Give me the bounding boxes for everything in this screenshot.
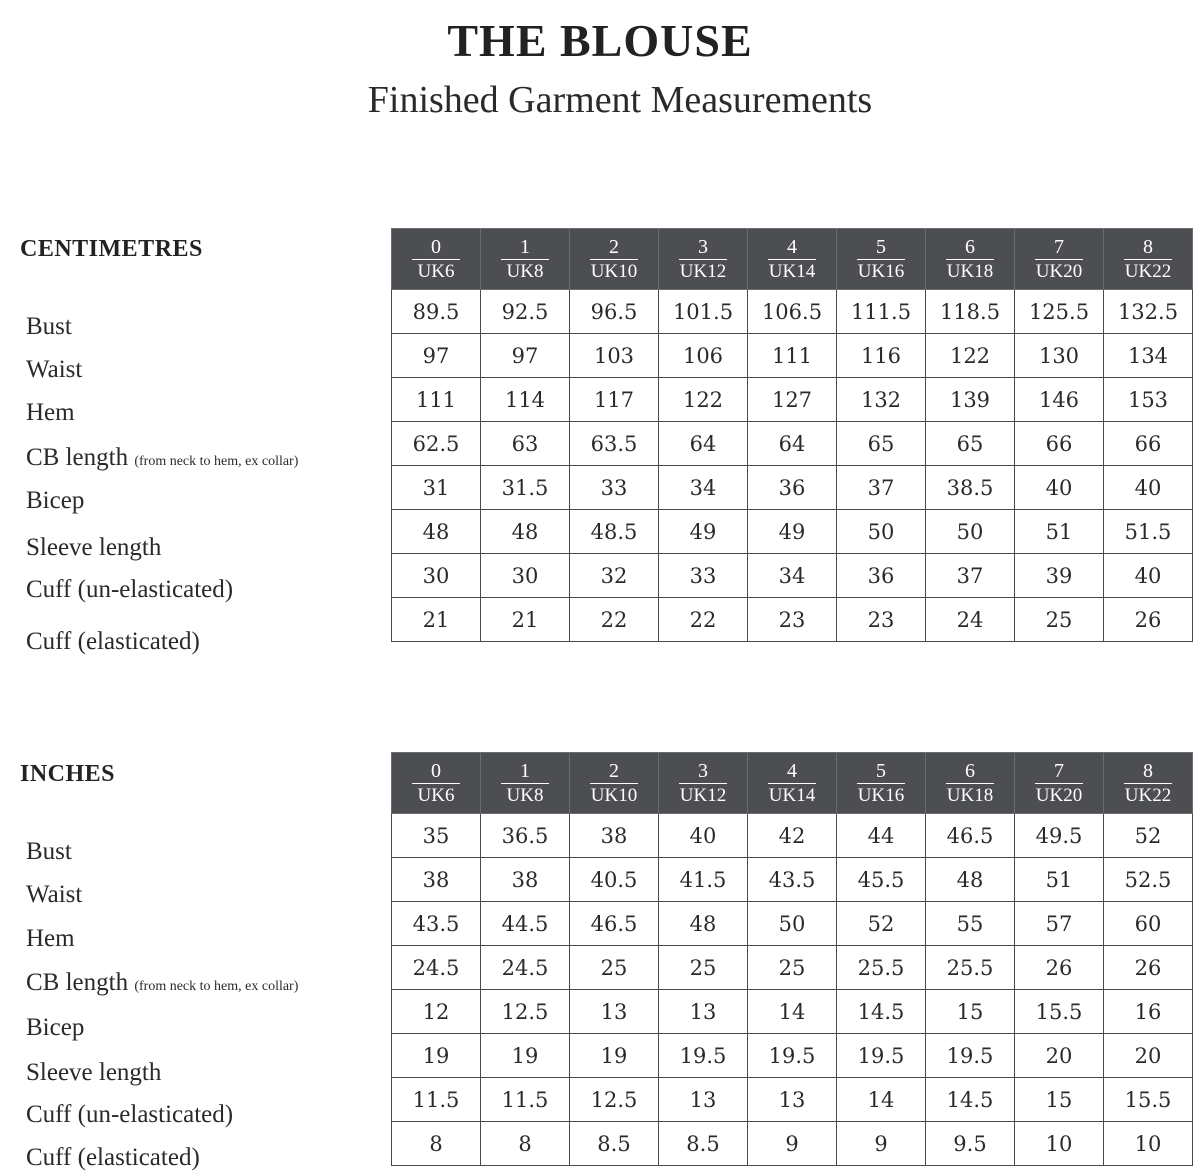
- size-header-cell: [1104, 229, 1193, 290]
- size-number: 5: [876, 759, 886, 782]
- size-number: 0: [431, 759, 441, 782]
- measurement-cell: 44: [837, 814, 926, 858]
- measurement-cell: 46.5: [570, 902, 659, 946]
- fraction-rule: [1124, 783, 1172, 784]
- measurement-cell: 122: [659, 378, 748, 422]
- uk-size: UK18: [946, 784, 994, 806]
- measurement-cell: 25: [570, 946, 659, 990]
- measurement-cell: 49.5: [1015, 814, 1104, 858]
- measurement-cell: 101.5: [659, 290, 748, 334]
- measurement-cell: 33: [659, 554, 748, 598]
- measurement-table: [391, 752, 1193, 1166]
- uk-size: UK16: [857, 784, 905, 806]
- measurement-cell: 32: [570, 554, 659, 598]
- measurement-cell: 50: [926, 510, 1015, 554]
- measurement-cell: 48: [481, 510, 570, 554]
- row-label-text: Bicep: [26, 487, 85, 514]
- uk-size: UK12: [679, 784, 727, 806]
- measurement-cell: 64: [659, 422, 748, 466]
- measurement-cell: 51: [1015, 858, 1104, 902]
- row-label: [26, 1014, 84, 1042]
- measurement-cell: 122: [926, 334, 1015, 378]
- row-label-text: Cuff (elasticated): [26, 628, 200, 655]
- size-number: 5: [876, 235, 886, 258]
- measurement-cell: 89.5: [392, 290, 481, 334]
- measurement-cell: 45.5: [837, 858, 926, 902]
- size-number: 8: [1143, 235, 1153, 258]
- measurement-cell: 132.5: [1104, 290, 1193, 334]
- fraction-rule: [501, 259, 549, 260]
- measurement-cell: 19.5: [748, 1034, 837, 1078]
- table-row: [392, 290, 1193, 334]
- measurement-cell: 38: [481, 858, 570, 902]
- size-number: 6: [965, 235, 975, 258]
- measurement-cell: 20: [1104, 1034, 1193, 1078]
- row-label: [26, 576, 233, 604]
- uk-size: UK22: [1124, 260, 1172, 282]
- measurement-cell: 24.5: [392, 946, 481, 990]
- measurement-cell: 36: [748, 466, 837, 510]
- measurement-cell: 30: [481, 554, 570, 598]
- row-label-text: Sleeve length: [26, 534, 162, 561]
- measurement-cell: 20: [1015, 1034, 1104, 1078]
- measurement-cell: 9.5: [926, 1122, 1015, 1166]
- row-label: [26, 487, 84, 515]
- measurement-cell: 14.5: [926, 1078, 1015, 1122]
- measurement-cell: 35: [392, 814, 481, 858]
- measurement-cell: 12.5: [481, 990, 570, 1034]
- size-number: 4: [787, 235, 797, 258]
- measurement-cell: 21: [392, 598, 481, 642]
- row-label-text: CB length: [26, 969, 129, 996]
- measurement-cell: 12.5: [570, 1078, 659, 1122]
- measurement-cell: 114: [481, 378, 570, 422]
- measurement-cell: 48.5: [570, 510, 659, 554]
- measurement-cell: 21: [481, 598, 570, 642]
- measurement-cell: 25: [748, 946, 837, 990]
- fraction-rule: [1124, 259, 1172, 260]
- size-header-cell: [926, 753, 1015, 814]
- measurement-cell: 22: [659, 598, 748, 642]
- measurement-cell: 50: [748, 902, 837, 946]
- measurement-cell: 97: [481, 334, 570, 378]
- table-row: [392, 378, 1193, 422]
- size-number: 4: [787, 759, 797, 782]
- table-row: [392, 990, 1193, 1034]
- measurement-cell: 111: [748, 334, 837, 378]
- table-row: [392, 902, 1193, 946]
- measurement-cell: 63: [481, 422, 570, 466]
- measurement-cell: 63.5: [570, 422, 659, 466]
- measurement-cell: 49: [748, 510, 837, 554]
- table-body: [392, 814, 1193, 1166]
- measurement-cell: 62.5: [392, 422, 481, 466]
- size-number: 3: [698, 235, 708, 258]
- measurement-cell: 44.5: [481, 902, 570, 946]
- section-label: CENTIMETRES: [20, 236, 203, 262]
- measurement-cell: 153: [1104, 378, 1193, 422]
- measurement-cell: 34: [659, 466, 748, 510]
- table-row: [392, 858, 1193, 902]
- measurement-cell: 9: [748, 1122, 837, 1166]
- table-row: [392, 1078, 1193, 1122]
- measurement-cell: 42: [748, 814, 837, 858]
- measurement-cell: 40: [659, 814, 748, 858]
- measurement-cell: 19: [481, 1034, 570, 1078]
- measurement-cell: 31: [392, 466, 481, 510]
- measurement-cell: 24.5: [481, 946, 570, 990]
- size-header-cell: [837, 753, 926, 814]
- fraction-rule: [857, 783, 905, 784]
- measurement-cell: 50: [837, 510, 926, 554]
- measurement-cell: 19.5: [837, 1034, 926, 1078]
- measurement-cell: 65: [926, 422, 1015, 466]
- measurement-cell: 19: [392, 1034, 481, 1078]
- uk-size: UK14: [768, 260, 816, 282]
- measurement-cell: 9: [837, 1122, 926, 1166]
- measurement-cell: 92.5: [481, 290, 570, 334]
- measurement-cell: 106: [659, 334, 748, 378]
- measurement-cell: 51: [1015, 510, 1104, 554]
- measurement-cell: 13: [659, 1078, 748, 1122]
- measurement-cell: 46.5: [926, 814, 1015, 858]
- measurement-cell: 134: [1104, 334, 1193, 378]
- row-label-text: Cuff (elasticated): [26, 1144, 200, 1171]
- measurement-cell: 106.5: [748, 290, 837, 334]
- size-header-cell: [481, 753, 570, 814]
- measurement-cell: 8.5: [570, 1122, 659, 1166]
- measurement-cell: 52.5: [1104, 858, 1193, 902]
- size-header-cell: [570, 229, 659, 290]
- measurement-cell: 8: [481, 1122, 570, 1166]
- measurement-cell: 15: [926, 990, 1015, 1034]
- uk-size: UK12: [679, 260, 727, 282]
- size-number: 0: [431, 235, 441, 258]
- measurement-cell: 26: [1104, 946, 1193, 990]
- size-number: 7: [1054, 759, 1064, 782]
- measurement-cell: 57: [1015, 902, 1104, 946]
- measurement-cell: 22: [570, 598, 659, 642]
- measurement-cell: 52: [1104, 814, 1193, 858]
- measurement-cell: 12: [392, 990, 481, 1034]
- measurement-cell: 130: [1015, 334, 1104, 378]
- row-label-text: Bust: [26, 313, 72, 340]
- row-label-text: Waist: [26, 881, 83, 908]
- fraction-rule: [412, 783, 460, 784]
- measurement-cell: 11.5: [481, 1078, 570, 1122]
- measurement-cell: 23: [837, 598, 926, 642]
- table-row: [392, 598, 1193, 642]
- size-number: 7: [1054, 235, 1064, 258]
- measurement-cell: 38: [570, 814, 659, 858]
- measurement-cell: 49: [659, 510, 748, 554]
- size-number: 1: [520, 235, 530, 258]
- measurement-cell: 37: [837, 466, 926, 510]
- measurement-cell: 38.5: [926, 466, 1015, 510]
- measurement-cell: 139: [926, 378, 1015, 422]
- measurement-cell: 8.5: [659, 1122, 748, 1166]
- table-body: [392, 290, 1193, 642]
- measurement-cell: 25.5: [926, 946, 1015, 990]
- row-label: [26, 925, 75, 953]
- measurement-cell: 43.5: [748, 858, 837, 902]
- measurement-cell: 125.5: [1015, 290, 1104, 334]
- size-header-row: [392, 229, 1193, 290]
- row-label: [26, 399, 75, 427]
- table-row: [392, 1122, 1193, 1166]
- row-label-text: Sleeve length: [26, 1059, 162, 1086]
- measurement-cell: 48: [926, 858, 1015, 902]
- measurement-cell: 37: [926, 554, 1015, 598]
- fraction-rule: [501, 783, 549, 784]
- measurement-cell: 64: [748, 422, 837, 466]
- row-label-note: (from neck to hem, ex collar): [134, 454, 299, 469]
- fraction-rule: [768, 259, 816, 260]
- measurement-cell: 15: [1015, 1078, 1104, 1122]
- measurement-cell: 14: [837, 1078, 926, 1122]
- measurement-cell: 40: [1015, 466, 1104, 510]
- fraction-rule: [1035, 783, 1083, 784]
- measurement-cell: 10: [1015, 1122, 1104, 1166]
- size-header-cell: [837, 229, 926, 290]
- size-header-cell: [570, 753, 659, 814]
- uk-size: UK8: [506, 784, 544, 806]
- page-subtitle: Finished Garment Measurements: [367, 79, 873, 121]
- uk-size: UK18: [946, 260, 994, 282]
- size-header-cell: [748, 753, 837, 814]
- row-label: [26, 356, 82, 384]
- size-header-cell: [1015, 229, 1104, 290]
- measurement-cell: 117: [570, 378, 659, 422]
- table-row: [392, 1034, 1193, 1078]
- measurement-cell: 52: [837, 902, 926, 946]
- measurement-table: [391, 228, 1193, 642]
- measurement-cell: 146: [1015, 378, 1104, 422]
- measurement-cell: 40: [1104, 554, 1193, 598]
- row-label-text: Bust: [26, 838, 72, 865]
- measurement-cell: 36.5: [481, 814, 570, 858]
- row-label: [26, 969, 298, 997]
- measurement-cell: 41.5: [659, 858, 748, 902]
- size-header-cell: [748, 229, 837, 290]
- uk-size: UK14: [768, 784, 816, 806]
- measurement-cell: 60: [1104, 902, 1193, 946]
- row-label-note: (from neck to hem, ex collar): [134, 979, 299, 994]
- row-label-text: Hem: [26, 925, 75, 952]
- measurement-cell: 23: [748, 598, 837, 642]
- size-header-cell: [1015, 753, 1104, 814]
- fraction-rule: [768, 783, 816, 784]
- table-row: [392, 946, 1193, 990]
- measurement-cell: 19: [570, 1034, 659, 1078]
- measurement-cell: 118.5: [926, 290, 1015, 334]
- size-number: 1: [520, 759, 530, 782]
- measurement-cell: 40: [1104, 466, 1193, 510]
- row-label-text: Waist: [26, 356, 83, 383]
- fraction-rule: [857, 259, 905, 260]
- fraction-rule: [946, 783, 994, 784]
- measurement-cell: 19.5: [659, 1034, 748, 1078]
- uk-size: UK10: [590, 260, 638, 282]
- size-number: 8: [1143, 759, 1153, 782]
- fraction-rule: [679, 259, 727, 260]
- uk-size: UK22: [1124, 784, 1172, 806]
- table-row: [392, 554, 1193, 598]
- measurement-cell: 43.5: [392, 902, 481, 946]
- size-header-cell: [1104, 753, 1193, 814]
- measurement-cell: 48: [392, 510, 481, 554]
- section-label: INCHES: [20, 761, 116, 787]
- size-header-row: [392, 753, 1193, 814]
- fraction-rule: [946, 259, 994, 260]
- measurement-cell: 8: [392, 1122, 481, 1166]
- size-header-cell: [659, 753, 748, 814]
- fraction-rule: [590, 259, 638, 260]
- measurement-cell: 25: [1015, 598, 1104, 642]
- row-label: [26, 534, 161, 562]
- table-row: [392, 814, 1193, 858]
- measurement-cell: 38: [392, 858, 481, 902]
- size-header-cell: [392, 753, 481, 814]
- row-label: [26, 1059, 161, 1087]
- table-row: [392, 334, 1193, 378]
- measurement-cell: 26: [1015, 946, 1104, 990]
- measurement-cell: 14: [748, 990, 837, 1034]
- measurement-cell: 30: [392, 554, 481, 598]
- table-row: [392, 510, 1193, 554]
- row-label-text: Hem: [26, 399, 75, 426]
- measurement-cell: 96.5: [570, 290, 659, 334]
- measurement-cell: 25.5: [837, 946, 926, 990]
- size-header-cell: [392, 229, 481, 290]
- size-header-cell: [481, 229, 570, 290]
- size-number: 3: [698, 759, 708, 782]
- row-label: [26, 1101, 233, 1129]
- uk-size: UK6: [417, 784, 455, 806]
- measurement-cell: 15.5: [1104, 1078, 1193, 1122]
- size-header-cell: [926, 229, 1015, 290]
- measurement-cell: 14.5: [837, 990, 926, 1034]
- row-label-text: CB length: [26, 444, 129, 471]
- measurement-cell: 26: [1104, 598, 1193, 642]
- measurement-cell: 13: [659, 990, 748, 1034]
- measurement-cell: 13: [748, 1078, 837, 1122]
- fraction-rule: [679, 783, 727, 784]
- measurement-cell: 66: [1015, 422, 1104, 466]
- measurement-cell: 33: [570, 466, 659, 510]
- row-label-text: Cuff (un-elasticated): [26, 1101, 234, 1128]
- measurement-cell: 111.5: [837, 290, 926, 334]
- row-label: [26, 313, 72, 341]
- table-row: [392, 422, 1193, 466]
- uk-size: UK16: [857, 260, 905, 282]
- measurement-cell: 39: [1015, 554, 1104, 598]
- measurement-cell: 31.5: [481, 466, 570, 510]
- measurement-cell: 103: [570, 334, 659, 378]
- measurement-cell: 66: [1104, 422, 1193, 466]
- size-number: 6: [965, 759, 975, 782]
- measurement-cell: 116: [837, 334, 926, 378]
- fraction-rule: [412, 259, 460, 260]
- measurement-cell: 97: [392, 334, 481, 378]
- measurement-cell: 55: [926, 902, 1015, 946]
- row-label: [26, 444, 298, 472]
- measurement-cell: 132: [837, 378, 926, 422]
- uk-size: UK10: [590, 784, 638, 806]
- measurement-cell: 48: [659, 902, 748, 946]
- measurement-cell: 15.5: [1015, 990, 1104, 1034]
- measurement-cell: 16: [1104, 990, 1193, 1034]
- row-label: [26, 838, 72, 866]
- table-row: [392, 466, 1193, 510]
- row-label: [26, 628, 200, 656]
- row-label: [26, 1144, 200, 1172]
- measurement-cell: 36: [837, 554, 926, 598]
- measurement-cell: 51.5: [1104, 510, 1193, 554]
- measurement-cell: 11.5: [392, 1078, 481, 1122]
- measurement-cell: 111: [392, 378, 481, 422]
- size-number: 2: [609, 759, 619, 782]
- fraction-rule: [590, 783, 638, 784]
- uk-size: UK8: [506, 260, 544, 282]
- row-label-text: Cuff (un-elasticated): [26, 576, 234, 603]
- row-label: [26, 881, 82, 909]
- measurement-cell: 25: [659, 946, 748, 990]
- measurement-cell: 24: [926, 598, 1015, 642]
- measurement-cell: 65: [837, 422, 926, 466]
- fraction-rule: [1035, 259, 1083, 260]
- page-title: THE BLOUSE: [447, 15, 753, 66]
- uk-size: UK6: [417, 260, 455, 282]
- uk-size: UK20: [1035, 784, 1083, 806]
- size-number: 2: [609, 235, 619, 258]
- measurement-cell: 127: [748, 378, 837, 422]
- uk-size: UK20: [1035, 260, 1083, 282]
- measurement-cell: 10: [1104, 1122, 1193, 1166]
- measurement-cell: 19.5: [926, 1034, 1015, 1078]
- size-header-cell: [659, 229, 748, 290]
- measurement-cell: 34: [748, 554, 837, 598]
- measurement-cell: 13: [570, 990, 659, 1034]
- measurement-cell: 40.5: [570, 858, 659, 902]
- row-label-text: Bicep: [26, 1014, 85, 1041]
